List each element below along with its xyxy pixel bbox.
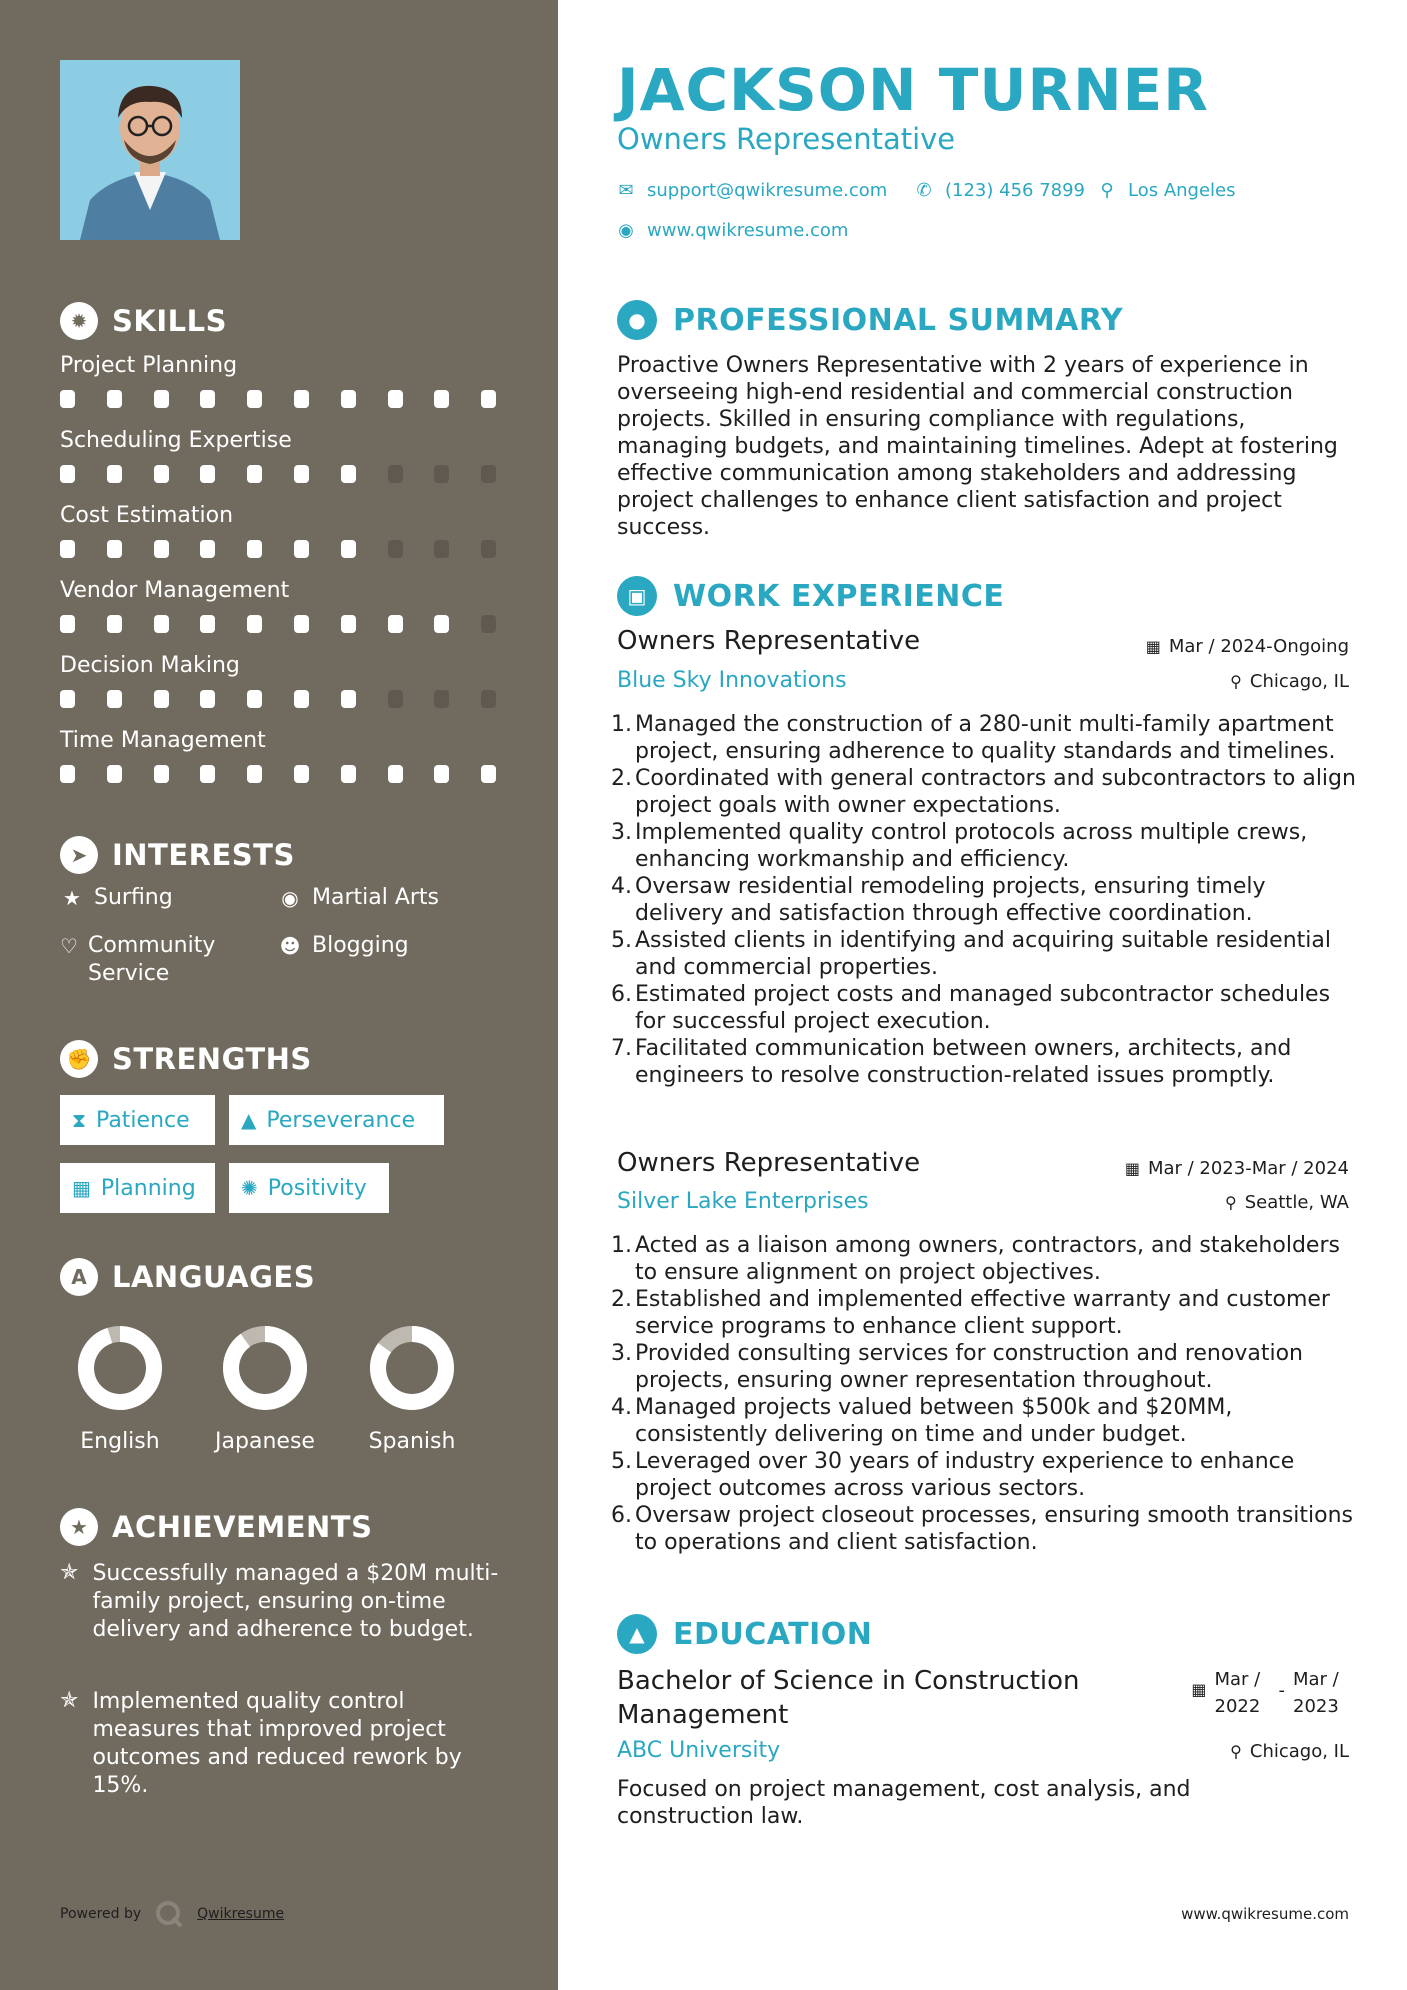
skill-level-dot — [388, 690, 403, 708]
candidate-name: JACKSON TURNER — [617, 56, 1209, 124]
contact-location: ⚲ Los Angeles — [1098, 180, 1236, 201]
skill-level-dot — [341, 690, 356, 708]
skill-label: Project Planning — [60, 353, 238, 378]
duty-item — [611, 873, 1357, 927]
skill-item — [60, 652, 500, 712]
skill-level-dot — [341, 465, 356, 483]
qwikresume-link[interactable]: Qwikresume — [197, 1906, 285, 1922]
skill-level-dot — [247, 465, 262, 483]
skill-level-dot — [154, 615, 169, 633]
skill-level-dot — [107, 615, 122, 633]
achievements-heading: ★ ACHIEVEMENTS — [60, 1508, 372, 1546]
duty-number: 4. — [611, 874, 632, 899]
envelope-icon: ✉ — [618, 180, 634, 201]
interest-item: ☻ Blogging — [279, 933, 409, 958]
skill-level-dot — [247, 390, 262, 408]
language-proficiency-ring — [222, 1325, 308, 1411]
skill-level-dot — [107, 465, 122, 483]
footer-url[interactable]: www.qwikresume.com — [1181, 1905, 1349, 1923]
skill-level-dot — [154, 765, 169, 783]
calendar-icon: ▦ — [1124, 1159, 1140, 1178]
skill-level-dot — [154, 465, 169, 483]
globe-icon: ◉ — [618, 220, 634, 241]
skill-level-meter — [60, 465, 500, 487]
skill-level-meter — [60, 390, 500, 412]
skill-level-dot — [434, 615, 449, 633]
award-icon: ★ — [60, 1508, 98, 1546]
skill-level-dot — [481, 615, 496, 633]
skill-level-dot — [107, 390, 122, 408]
phone-icon: ✆ — [916, 180, 932, 201]
skill-level-dot — [107, 765, 122, 783]
candidate-title: Owners Representative — [617, 122, 956, 156]
education-location: ⚲ Chicago, IL — [1230, 1741, 1349, 1762]
contact-website[interactable]: ◉ www.qwikresume.com — [618, 220, 849, 241]
skill-level-dot — [294, 540, 309, 558]
skill-item — [60, 502, 500, 562]
skill-level-dot — [434, 690, 449, 708]
school-name: ABC University — [617, 1738, 781, 1763]
hourglass-icon: ⧗ — [72, 1108, 87, 1132]
user-icon: ● — [617, 300, 657, 340]
skill-level-dot — [388, 465, 403, 483]
duty-number: 6. — [611, 982, 632, 1007]
skill-label: Vendor Management — [60, 578, 290, 603]
job-duties — [611, 1232, 1357, 1556]
skill-level-dot — [481, 390, 496, 408]
skill-level-dot — [60, 615, 75, 633]
interests-heading: ➤ INTERESTS — [60, 836, 295, 874]
skill-level-dot — [154, 690, 169, 708]
duty-text: Assisted clients in identifying and acquiring suitable residential and commercial properties. — [635, 928, 1331, 980]
sun-icon: ✺ — [241, 1176, 258, 1200]
summary-heading: ● PROFESSIONAL SUMMARY — [617, 300, 1123, 340]
pushpin-icon: ⚲ — [1224, 1193, 1237, 1212]
skill-label: Scheduling Expertise — [60, 428, 292, 453]
duty-number: 2. — [611, 1287, 632, 1312]
job-duties — [611, 711, 1357, 1089]
duty-text: Leveraged over 30 years of industry experience to enhance project outcomes across various sectors. — [635, 1449, 1295, 1501]
skill-item — [60, 577, 500, 637]
globe-icon: ◉ — [281, 886, 299, 910]
skill-level-dot — [247, 690, 262, 708]
duty-item — [611, 927, 1357, 981]
skill-level-dot — [294, 615, 309, 633]
duty-text: Acted as a liaison among owners, contractors, and stakeholders to ensure alignment on project objectives. — [635, 1233, 1340, 1285]
experience-heading: ▣ WORK EXPERIENCE — [617, 576, 1004, 616]
duty-number: 3. — [611, 1341, 632, 1366]
duty-text: Oversaw project closeout processes, ensuring smooth transitions to operations and client satisfaction. — [635, 1503, 1353, 1555]
briefcase-icon: ▣ — [617, 576, 657, 616]
paper-plane-icon: ➤ — [60, 836, 98, 874]
duty-number: 5. — [611, 1449, 632, 1474]
skill-level-dot — [154, 390, 169, 408]
duty-text: Managed the construction of a 280-unit multi-family apartment project, ensuring adherence to quality standards and timelines. — [635, 712, 1336, 764]
skill-level-dot — [200, 690, 215, 708]
duty-number: 6. — [611, 1503, 632, 1528]
calendar-icon: ▦ — [72, 1176, 91, 1200]
job-dates: ▦ Mar / 2023-Mar / 2024 — [1124, 1158, 1349, 1179]
language-label: English — [80, 1429, 160, 1454]
duty-number: 2. — [611, 766, 632, 791]
skill-level-dot — [388, 390, 403, 408]
profile-photo — [60, 60, 240, 240]
skill-level-dot — [341, 540, 356, 558]
duty-text: Oversaw residential remodeling projects, ensuring timely delivery and satisfaction through effective coordination. — [635, 874, 1266, 926]
skill-level-dot — [107, 690, 122, 708]
skill-level-dot — [481, 690, 496, 708]
language-item — [200, 1325, 330, 1454]
skill-level-dot — [481, 540, 496, 558]
skill-level-meter — [60, 540, 500, 562]
skill-item — [60, 427, 500, 487]
skill-level-dot — [200, 390, 215, 408]
duty-text: Implemented quality control protocols across multiple crews, enhancing workmanship and efficiency. — [635, 820, 1308, 872]
skill-level-dot — [341, 765, 356, 783]
strength-badge: ✺ Positivity — [229, 1163, 389, 1213]
education-description: Focused on project management, cost analysis, and construction law. — [617, 1777, 1191, 1829]
skill-level-dot — [341, 615, 356, 633]
duty-item — [611, 1394, 1357, 1448]
skill-level-dot — [434, 390, 449, 408]
translate-icon: A — [60, 1258, 98, 1296]
sidebar — [0, 0, 558, 1990]
strength-badge: ▲ Perseverance — [229, 1095, 444, 1145]
skill-level-meter — [60, 690, 500, 712]
interest-item: ♡ Community Service — [60, 933, 216, 986]
road-icon: ▲ — [241, 1108, 257, 1132]
degree-title: Bachelor of Science in Construction Management — [617, 1666, 1080, 1730]
calendar-icon: ▦ — [1145, 637, 1161, 656]
duty-number: 1. — [611, 712, 632, 737]
skill-level-dot — [60, 390, 75, 408]
duty-item — [611, 819, 1357, 873]
skill-level-dot — [247, 765, 262, 783]
skill-level-dot — [294, 465, 309, 483]
hand-icon: ♡ — [60, 934, 78, 958]
skill-label: Cost Estimation — [60, 503, 234, 528]
strength-badge: ⧗ Patience — [60, 1095, 215, 1145]
strengths-heading: ✊ STRENGTHS — [60, 1040, 312, 1078]
skills-heading: ✹ SKILLS — [60, 302, 227, 340]
pushpin-icon: ⚲ — [1230, 672, 1242, 691]
skill-item — [60, 727, 500, 787]
job-title: Owners Representative — [617, 626, 921, 656]
duty-number: 3. — [611, 820, 632, 845]
language-proficiency-arc — [231, 1334, 299, 1402]
skill-level-dot — [294, 690, 309, 708]
users-icon: ☻ — [279, 934, 301, 958]
skill-level-dot — [60, 540, 75, 558]
qwikresume-logo-icon — [155, 1900, 183, 1928]
skill-level-dot — [434, 540, 449, 558]
duty-item — [611, 1232, 1357, 1286]
interest-item: ◉ Martial Arts — [278, 884, 439, 912]
lightbulb-icon: ✹ — [60, 302, 98, 340]
language-label: Spanish — [368, 1429, 456, 1454]
duty-number: 5. — [611, 928, 632, 953]
skill-level-dot — [60, 765, 75, 783]
duty-text: Established and implemented effective warranty and customer service programs to enhance client support. — [635, 1287, 1330, 1339]
graduation-icon: ▲ — [617, 1614, 657, 1654]
contact-email[interactable]: ✉ support@qwikresume.com — [618, 180, 888, 201]
skill-level-dot — [247, 615, 262, 633]
skill-level-dot — [341, 390, 356, 408]
skill-level-dot — [200, 465, 215, 483]
skill-level-dot — [107, 540, 122, 558]
map-pin-icon: ⚲ — [1100, 180, 1114, 201]
duty-text: Estimated project costs and managed subcontractor schedules for successful project execution. — [635, 982, 1331, 1034]
contact-phone: ✆ (123) 456 7899 — [916, 180, 1086, 201]
achievement-item: ✯ Implemented quality control measures that improved project outcomes and reduced rework by 15%. — [60, 1688, 462, 1798]
skill-level-dot — [200, 540, 215, 558]
skill-level-dot — [60, 465, 75, 483]
skill-level-dot — [388, 540, 403, 558]
skill-level-dot — [388, 615, 403, 633]
language-label: Japanese — [215, 1429, 315, 1454]
education-heading: ▲ EDUCATION — [617, 1614, 872, 1654]
skill-level-dot — [434, 465, 449, 483]
job-location: ⚲ Seattle, WA — [1224, 1192, 1349, 1213]
skill-level-dot — [60, 690, 75, 708]
duty-item — [611, 711, 1357, 765]
skill-level-dot — [154, 540, 169, 558]
company-name: Silver Lake Enterprises — [617, 1189, 869, 1214]
skill-level-dot — [481, 765, 496, 783]
duty-text: Provided consulting services for construction and renovation projects, ensuring owner representation throughout. — [635, 1341, 1303, 1393]
language-item — [55, 1325, 185, 1454]
summary-text: Proactive Owners Representative with 2 years of experience in overseeing high-end residential and commercial construction projects. Skilled in ensuring compliance with regulations, managing budgets, and maintaining timelines. Adept at fostering effective communication among stakeholders and addressing project challenges to enhance client satisfaction and project success. — [617, 353, 1338, 540]
shooting-star-icon: ✯ — [60, 1560, 79, 1585]
languages-heading: A LANGUAGES — [60, 1258, 315, 1296]
job-dates: ▦ Mar / 2024-Ongoing — [1145, 636, 1349, 657]
duty-text: Coordinated with general contractors and subcontractors to align project goals with owner expectations. — [635, 766, 1356, 818]
job-location: ⚲ Chicago, IL — [1230, 671, 1349, 692]
fist-icon: ✊ — [60, 1040, 98, 1078]
language-item — [347, 1325, 477, 1454]
duty-text: Managed projects valued between $500k and $20MM, consistently delivering on time and under budget. — [635, 1395, 1233, 1447]
calendar-icon: ▦ — [1191, 1680, 1207, 1699]
skill-level-meter — [60, 615, 500, 637]
duty-item — [611, 1340, 1357, 1394]
duty-item — [611, 765, 1357, 819]
duty-text: Facilitated communication between owners, architects, and engineers to resolve construction-related issues promptly. — [635, 1036, 1292, 1088]
duty-number: 4. — [611, 1395, 632, 1420]
education-dates: ▦ Mar / 2022 - Mar / 2023 — [1191, 1669, 1339, 1717]
duty-number: 7. — [611, 1036, 632, 1061]
language-proficiency-arc — [86, 1334, 154, 1402]
powered-by: Powered by Qwikresume — [60, 1900, 284, 1928]
pushpin-icon: ⚲ — [1230, 1742, 1242, 1761]
duty-item — [611, 1502, 1357, 1556]
skill-label: Decision Making — [60, 653, 240, 678]
skill-item — [60, 352, 500, 412]
strength-badge: ▦ Planning — [60, 1163, 215, 1213]
company-name: Blue Sky Innovations — [617, 668, 847, 693]
skill-level-dot — [388, 765, 403, 783]
duty-item — [611, 1448, 1357, 1502]
skill-level-dot — [434, 765, 449, 783]
duty-item — [611, 981, 1357, 1035]
skill-level-dot — [481, 465, 496, 483]
job-title: Owners Representative — [617, 1148, 921, 1178]
skill-level-dot — [200, 615, 215, 633]
shooting-star-icon: ✯ — [60, 1688, 79, 1713]
duty-item — [611, 1286, 1357, 1340]
skill-label: Time Management — [60, 728, 266, 753]
language-proficiency-ring — [77, 1325, 163, 1411]
skill-level-meter — [60, 765, 500, 787]
skill-level-dot — [294, 390, 309, 408]
achievement-item: ✯ Successfully managed a $20M multi-family project, ensuring on-time delivery and adherence to budget. — [60, 1560, 499, 1642]
duty-item — [611, 1035, 1357, 1089]
star-icon: ★ — [63, 886, 81, 910]
skill-level-dot — [247, 540, 262, 558]
duty-number: 1. — [611, 1233, 632, 1258]
interest-item: ★ Surfing — [60, 884, 173, 912]
skill-level-dot — [200, 765, 215, 783]
language-proficiency-ring — [369, 1325, 455, 1411]
skill-level-dot — [294, 765, 309, 783]
